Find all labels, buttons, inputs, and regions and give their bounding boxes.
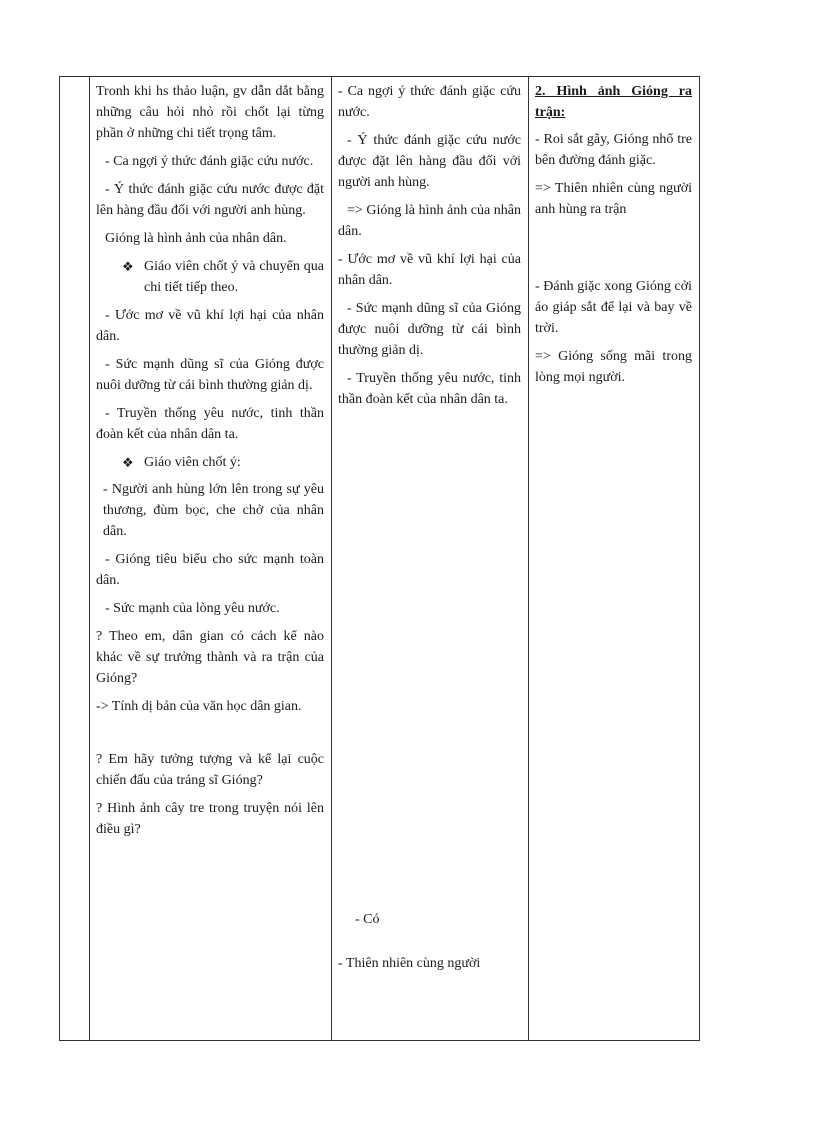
paragraph: - Sức mạnh dũng sĩ của Gióng được nuôi dưỡng từ cái bình thường giản dị.: [96, 357, 324, 393]
paragraph: - Ý thức đánh giặc cứu nước được đặt lên hàng đầu đối với người anh hùng.: [96, 182, 324, 218]
paragraph: => Gióng sống mãi trong lòng mọi người.: [535, 349, 692, 385]
margin-column: [60, 77, 90, 1041]
paragraph: - Gióng tiêu biểu cho sức mạnh toàn dân.: [96, 552, 324, 588]
paragraph: - Đánh giặc xong Gióng cởi áo giáp sắt để lại và bay về trời.: [535, 279, 692, 336]
paragraph: - Truyền thống yêu nước, tinh thần đoàn kết của nhân dân ta.: [96, 406, 324, 442]
paragraph: - Sức mạnh của lòng yêu nước.: [105, 601, 280, 616]
paragraph: - Roi sắt gãy, Gióng nhổ tre bên đường đánh giặc.: [535, 132, 692, 168]
bullet-text: Giáo viên chốt ý:: [144, 455, 241, 470]
paragraph: - Có: [355, 912, 380, 927]
bullet-item: [96, 256, 324, 298]
paragraph: Gióng là hình ảnh của nhân dân.: [105, 231, 287, 246]
diamond-bullet-icon: ❖: [122, 455, 134, 470]
content-column: [529, 77, 700, 1041]
paragraph: => Thiên nhiên cùng người anh hùng ra trận: [535, 181, 692, 217]
paragraph: - Ca ngợi ý thức đánh giặc cứu nước.: [105, 154, 314, 169]
paragraph: - Sức mạnh dũng sĩ của Gióng được nuôi dưỡng từ cái bình thường giản dị.: [338, 301, 521, 358]
paragraph: => Gióng là hình ảnh của nhân dân.: [338, 203, 521, 239]
paragraph: ? Hình ảnh cây tre trong truyện nói lên điều gì?: [96, 801, 324, 837]
paragraph: - Người anh hùng lớn lên trong sự yêu thương, đùm bọc, che chở của nhân dân.: [103, 482, 324, 539]
diamond-bullet-icon: ❖: [122, 259, 134, 274]
table-row: [60, 77, 700, 1041]
paragraph: Tronh khi hs thảo luận, gv dẫn dắt bằng những câu hỏi nhỏ rồi chốt lại từng phần ở những chi tiết trọng tâm.: [96, 84, 324, 141]
paragraph: - Ước mơ về vũ khí lợi hại của nhân dân.: [96, 308, 324, 344]
bullet-item: [96, 452, 324, 473]
paragraph: -> Tính dị bản của văn học dân gian.: [96, 699, 302, 714]
paragraph: - Truyền thống yêu nước, tinh thần đoàn kết của nhân dân ta.: [338, 371, 521, 407]
paragraph: - Thiên nhiên cùng người: [338, 956, 481, 971]
paragraph: - Ca ngợi ý thức đánh giặc cứu nước.: [338, 84, 521, 120]
paragraph: ? Theo em, dân gian có cách kể nào khác về sự trưởng thành và ra trận của Gióng?: [96, 629, 324, 686]
paragraph: ? Em hãy tưởng tượng và kể lại cuộc chiến đấu của tráng sĩ Gióng?: [96, 752, 324, 788]
teacher-activity-column: [90, 77, 332, 1041]
lesson-table: [59, 76, 700, 1041]
section-heading: 2. Hình ảnh Gióng ra trận:: [535, 84, 692, 120]
paragraph: - Ý thức đánh giặc cứu nước được đặt lên hàng đầu đối với người anh hùng.: [338, 133, 521, 190]
paragraph: - Ước mơ về vũ khí lợi hại của nhân dân.: [338, 252, 521, 288]
student-activity-column: [332, 77, 529, 1041]
bullet-text: Giáo viên chốt ý và chuyển qua chi tiết tiếp theo.: [144, 259, 324, 295]
